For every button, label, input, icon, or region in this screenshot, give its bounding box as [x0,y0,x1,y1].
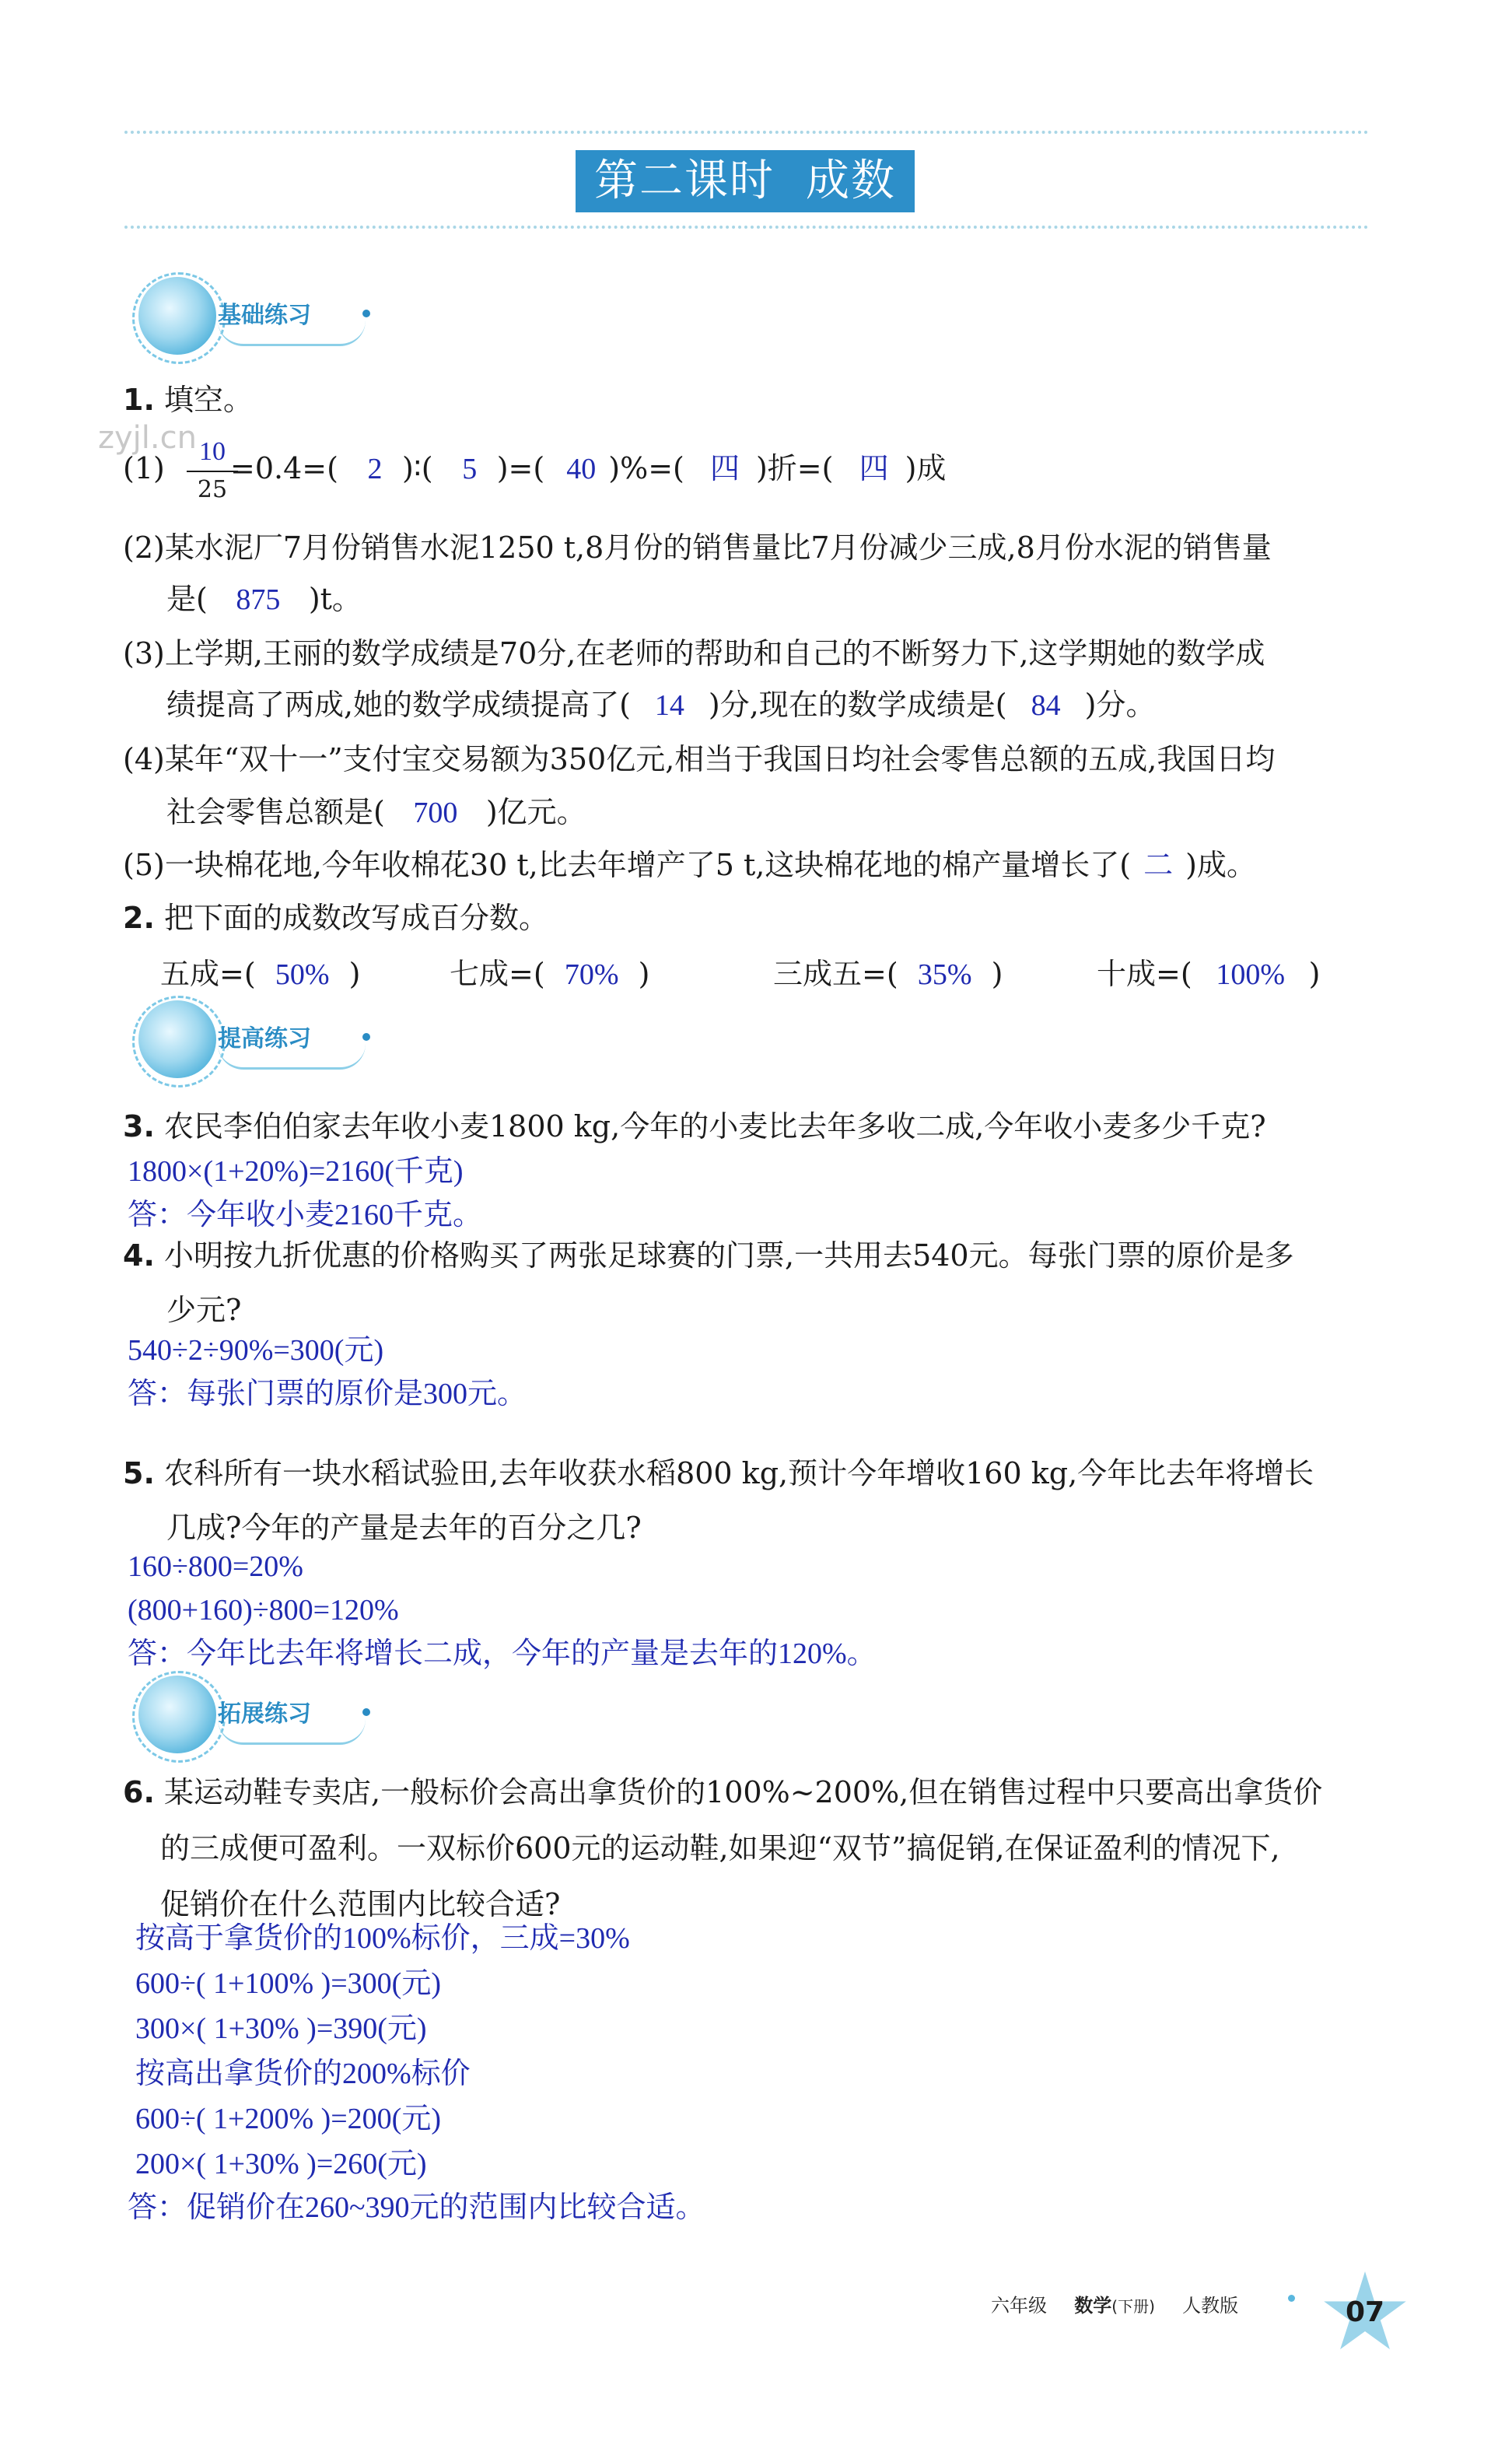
footer-volume: (下册) [1111,2297,1155,2316]
answer-ratio-first: 2 [367,453,383,485]
q1-part3-line2: 绩提高了两成,她的数学成绩提高了( 14 )分,现在的数学成绩是( 84 )分。 [166,688,1156,722]
watermark: zyjl.cn [98,420,197,456]
q6-answer: 答：促销价在260~390元的范围内比较合适。 [128,2191,705,2224]
q3-text: 3. 农民李伯伯家去年收小麦1800 kg,今年的小麦比去年多收二成,今年收小麦多少千克? [123,1109,1266,1143]
page-number: 07 [1345,2296,1385,2328]
q6-work-line-6: 200×( 1+30% )=260(元) [135,2148,427,2180]
header-bottom-divider [124,226,1369,229]
q6-work-line-2: 600÷( 1+100% )=300(元) [135,1967,441,2000]
q1-heading: 1. 填空。 [123,383,253,417]
q5-answer: 答：今年比去年将增长二成，今年的产量是去年的120%。 [128,1637,877,1670]
q6-work-line-5: 600÷( 1+200% )=200(元) [135,2103,441,2135]
q1-part2-line2: 是( 875 )t。 [166,582,362,616]
q1-part4-line2: 社会零售总额是( 700 )亿元。 [166,795,586,829]
q3-answer: 答：今年收小麦2160千克。 [128,1199,483,1231]
section-bubble-icon [138,1676,216,1753]
footer-info [991,2290,1238,2317]
section-basic-label: 基础练习 [218,302,311,329]
q3-work-line: 1800×(1+20%)=2160(千克) [128,1155,464,1188]
q4-line2: 少元? [166,1293,242,1327]
q6-line2: 的三成便可盈利。一双标价600元的运动鞋,如果迎“双节”搞促销,在保证盈利的情况下, [160,1831,1280,1865]
q6-work-line-1: 按高于拿货价的100%标价，三成=30% [135,1922,630,1955]
section-bubble-icon [138,277,216,355]
q5-work-line-2: (800+160)÷800=120% [128,1594,399,1627]
q1-part2-line1: (2)某水泥厂7月份销售水泥1250 t,8月份的销售量比7月份减少三成,8月份水泥的销售量 [123,531,1272,565]
answer-discount: 四 [709,453,740,485]
title-lesson: 第二课时 [594,156,775,206]
q6-line3: 促销价在什么范围内比较合适? [160,1887,561,1921]
q5-line2: 几成?今年的产量是去年的百分之几? [166,1511,642,1545]
answer-cement-sales: 875 [236,583,281,616]
q4-work-line: 540÷2÷90%=300(元) [128,1334,384,1367]
q1-part5: (5)一块棉花地,今年收棉花30 t,比去年增产了5 t,这块棉花地的棉产量增长了( 二 )成。 [123,848,1256,882]
q2-item-3: 三成五=( 35% ) [773,957,1003,991]
answer-cheng: 四 [859,453,889,485]
fraction-bar [187,471,238,472]
answer-current-score: 84 [1031,689,1061,722]
section-basic-header [132,272,389,358]
q6-work-line-3: 300×( 1+30% )=390(元) [135,2012,427,2045]
q1-part1: (1) =0.4=( 2 )∶( 5 )=( 40 )%=( 四 )折=( 四 )成 [123,451,947,485]
q2-item-1: 五成=( 50% ) [160,957,361,991]
q4-answer: 答：每张门票的原价是300元。 [128,1378,527,1410]
header-top-divider [124,131,1369,134]
q2-item-4: 十成=( 100% ) [1097,957,1321,991]
q2-item-2: 七成=( 70% ) [450,957,650,991]
q2-heading: 2. 把下面的成数改写成百分数。 [123,901,548,935]
answer-cotton-growth: 二 [1143,849,1174,882]
section-extension-label: 拓展练习 [218,1700,311,1728]
fraction-numerator: 10 [199,437,226,466]
footer-grade: 六年级 [991,2295,1047,2317]
section-advanced-label: 提高练习 [218,1025,311,1052]
answer-score-increase: 14 [654,689,684,722]
fraction-denominator: 25 [197,476,228,503]
answer-ratio-second: 5 [462,453,478,485]
section-bubble-icon [138,1000,216,1078]
footer-edition: 人教版 [1182,2295,1239,2317]
title-topic: 成数 [806,156,896,206]
q6-line1: 6. 某运动鞋专卖店,一般标价会高出拿货价的100%~200%,但在销售过程中只要高出拿货价 [123,1775,1323,1809]
answer-percent: 40 [566,453,597,485]
q5-work-line-1: 160÷800=20% [128,1550,303,1583]
section-advanced-header [132,996,389,1081]
q6-work-line-4: 按高出拿货价的200%标价 [135,2058,471,2090]
q1-part3-line1: (3)上学期,王丽的数学成绩是70分,在老师的帮助和自己的不断努力下,这学期她的数学成 [123,636,1265,671]
q1-part4-line1: (4)某年“双十一”支付宝交易额为350亿元,相当于我国日均社会零售总额的五成,我国日均 [123,742,1276,776]
q4-line1: 4. 小明按九折优惠的价格购买了两张足球赛的门票,一共用去540元。每张门票的原价是多 [123,1238,1294,1273]
answer-retail-total: 700 [413,797,458,829]
section-extension-header [132,1671,389,1756]
q5-line1: 5. 农科所有一块水稻试验田,去年收获水稻800 kg,预计今年增收160 kg,今年比去年将增长 [123,1456,1314,1490]
footer-subject: 数学 [1074,2295,1112,2317]
page-title [576,150,915,212]
